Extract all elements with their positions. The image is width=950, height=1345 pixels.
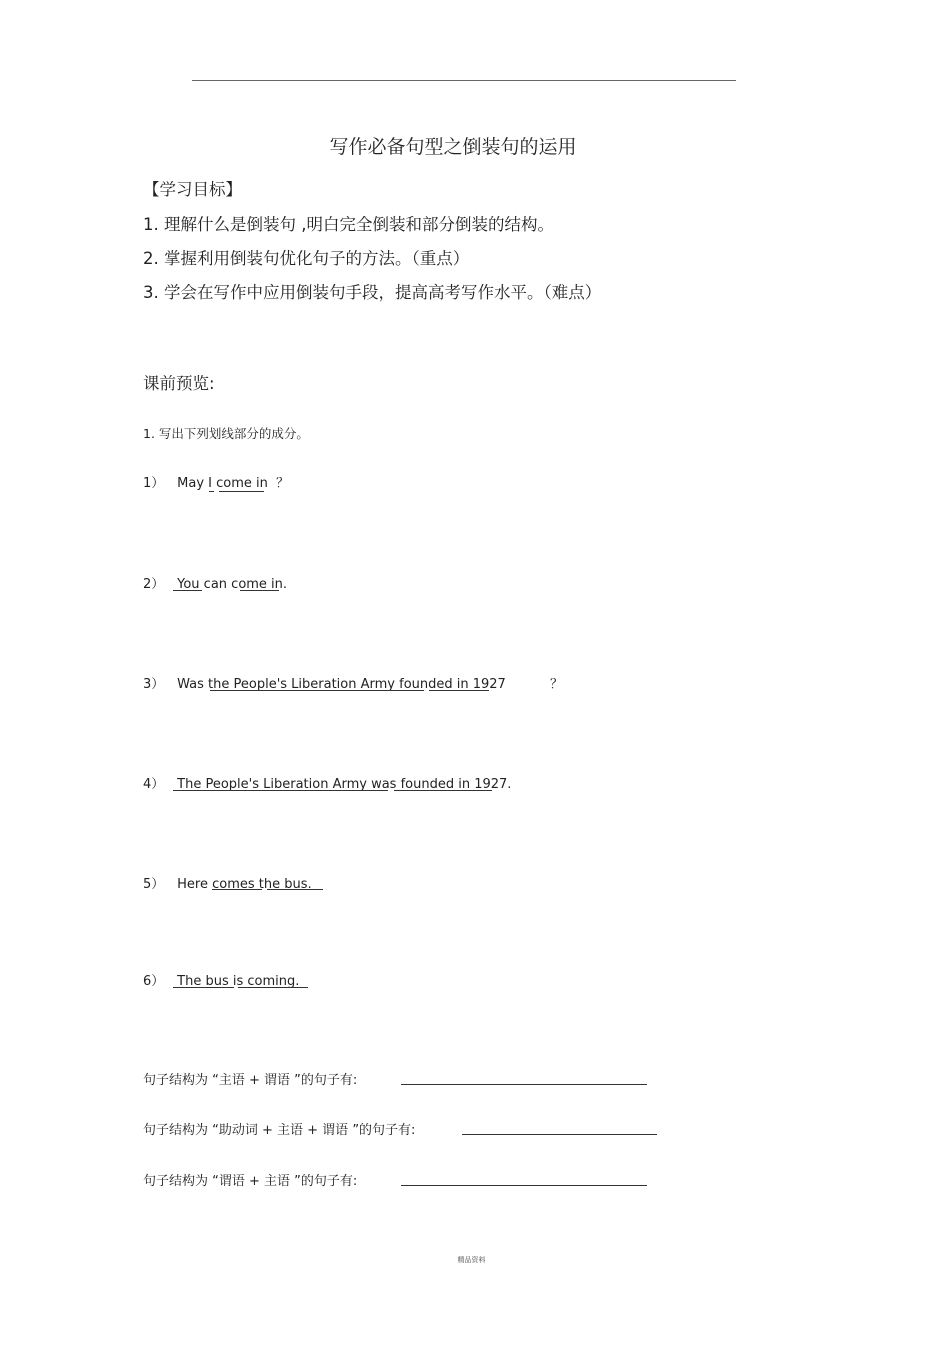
example-number: 1）: [143, 476, 165, 491]
answer-underline: [209, 491, 214, 492]
structure-label: 句子结构为 “主语 + 谓语 ”的句子有:: [143, 1073, 358, 1088]
example-tail: ？: [276, 476, 290, 491]
answer-underline: [394, 790, 492, 791]
example-sentence: Was the People's Liberation Army founded in 1927: [177, 677, 506, 692]
structure-label: 句子结构为 “助动词 + 主语 + 谓语 ”的句子有:: [143, 1123, 416, 1138]
goal-item-1: 1. 理解什么是倒装句 ,明白完全倒装和部分倒装的结构。: [143, 215, 554, 234]
example-sentence: May I come in: [177, 476, 268, 491]
structure-question-3: [143, 1170, 357, 1189]
example-number: 6）: [143, 974, 165, 989]
goals-heading: 【学习目标】: [143, 180, 242, 199]
example-number: 5）: [143, 877, 165, 892]
example-sentence: Here comes the bus.: [177, 877, 312, 892]
answer-underline: [173, 790, 388, 791]
goal-item-3: 3. 学会在写作中应用倒装句手段，提高高考写作水平。（难点）: [143, 283, 602, 302]
page-footer: 精品资料: [457, 1256, 486, 1264]
answer-underline: [238, 987, 308, 988]
example-row: [143, 472, 268, 491]
example-sentence: The bus is coming.: [177, 974, 300, 989]
answer-underline: [219, 491, 264, 492]
example-sentence: You can come in.: [177, 577, 288, 592]
answer-underline: [267, 889, 323, 890]
header-rule: [192, 80, 736, 81]
structure-question-1: [143, 1069, 357, 1088]
answer-blank[interactable]: [401, 1185, 647, 1186]
answer-blank[interactable]: [401, 1084, 647, 1085]
page-title: 写作必备句型之倒装句的运用: [329, 136, 577, 158]
answer-underline: [173, 987, 234, 988]
answer-underline: [173, 590, 202, 591]
example-number: 4）: [143, 777, 165, 792]
example-number: 3）: [143, 677, 165, 692]
example-sentence: The People's Liberation Army was founded in 1927.: [177, 777, 512, 792]
goal-item-2: 2. 掌握利用倒装句优化句子的方法。（重点）: [143, 249, 470, 268]
answer-underline: [240, 590, 279, 591]
example-number: 2）: [143, 577, 165, 592]
structure-label: 句子结构为 “谓语 + 主语 ”的句子有:: [143, 1174, 358, 1189]
task-instruction: 1. 写出下列划线部分的成分。: [143, 426, 309, 441]
example-tail: ？: [550, 677, 564, 692]
answer-underline: [210, 690, 424, 691]
answer-underline: [212, 889, 262, 890]
answer-blank[interactable]: [462, 1134, 657, 1135]
structure-question-2: [143, 1119, 415, 1138]
preview-heading: 课前预览:: [143, 374, 215, 393]
answer-underline: [429, 690, 489, 691]
